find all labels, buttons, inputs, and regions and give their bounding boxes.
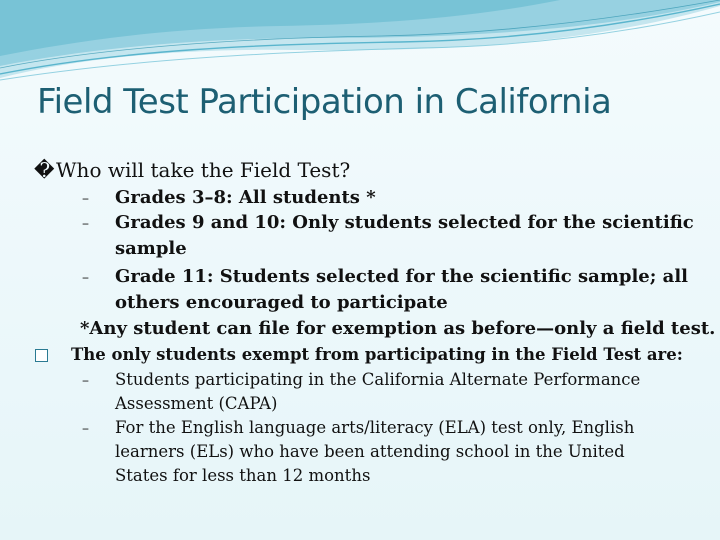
list-item-line: For the English language arts/literacy (ELA) test only, English	[115, 418, 635, 437]
list-item-line: Assessment (CAPA)	[115, 394, 278, 413]
dash-marker: –	[82, 191, 89, 207]
slide-title: Field Test Participation in California	[37, 82, 612, 122]
list-item-line: States for less than 12 months	[115, 466, 371, 485]
list-item-line: Grades 9 and 10: Only students selected for the scientific	[115, 212, 694, 233]
dash-marker: –	[82, 270, 89, 286]
dash-marker: –	[82, 373, 89, 389]
bullet1-text: Who will take the Field Test?	[56, 158, 351, 182]
decorative-wave-graphic	[0, 0, 720, 90]
exemption-note: *Any student can file for exemption as before—only a field test.	[80, 318, 716, 339]
list-item-line: sample	[115, 238, 187, 259]
dash-marker: –	[82, 216, 89, 232]
list-item-line: learners (ELs) who have been attending school in the United	[115, 442, 625, 461]
bullet-glyph: �	[34, 158, 55, 182]
list-item-line: Grades 3–8: All students *	[115, 187, 376, 208]
list-item-line: others encouraged to participate	[115, 292, 448, 313]
bullet2-text: The only students exempt from participating in the Field Test are:	[71, 345, 683, 364]
list-item-line: Grade 11: Students selected for the scientific sample; all	[115, 266, 689, 287]
dash-marker: –	[82, 421, 89, 437]
list-item-line: Students participating in the California Alternate Performance	[115, 370, 641, 389]
square-bullet-icon	[35, 349, 48, 362]
